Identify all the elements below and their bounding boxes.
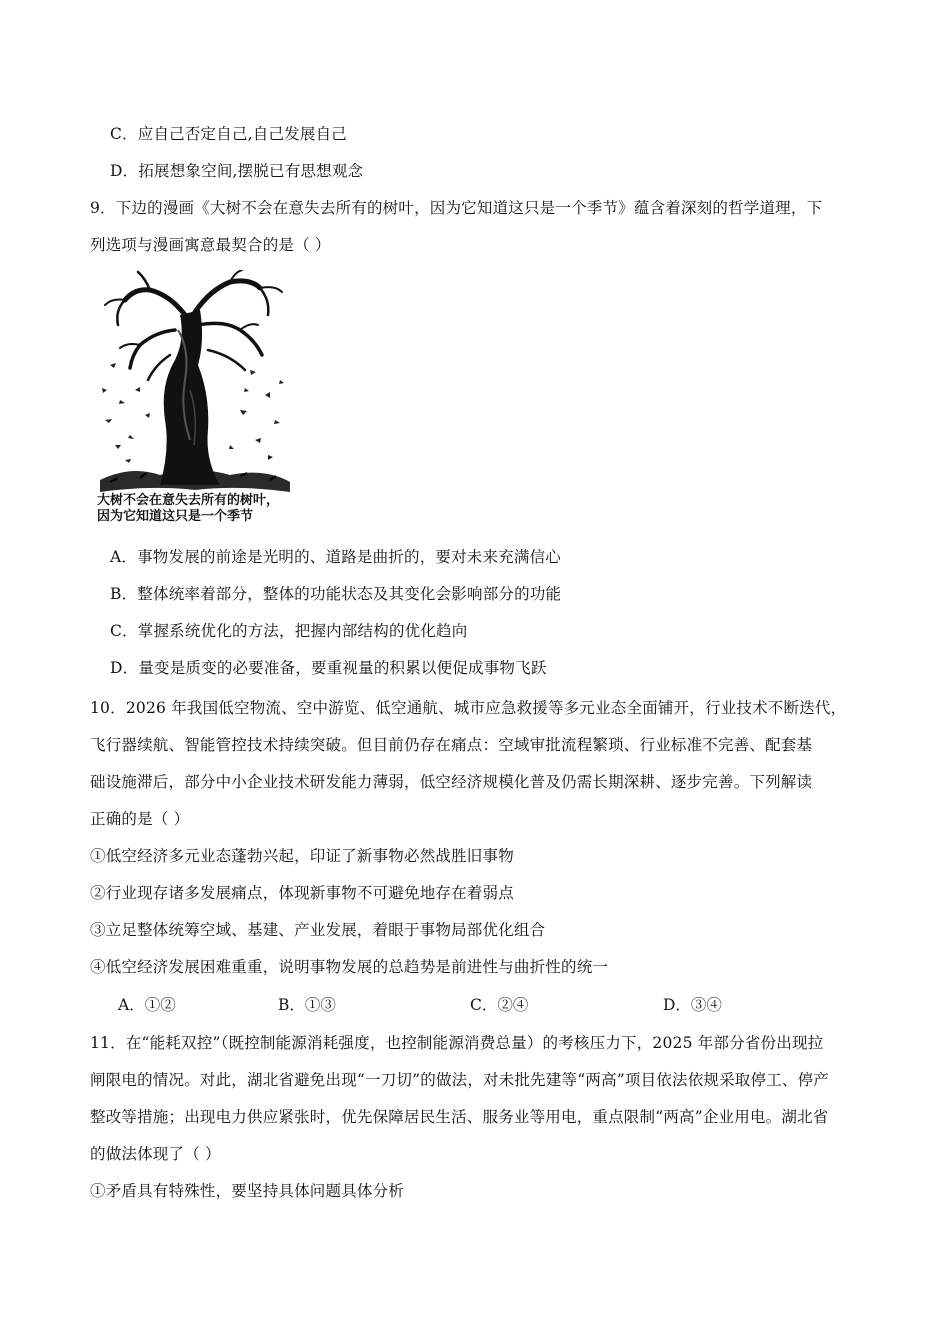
- q11-item-1: ①矛盾具有特殊性，要坚持具体问题具体分析: [90, 1182, 405, 1200]
- tree-cartoon-image: [90, 270, 300, 530]
- q9-option-b: B．整体统率着部分，整体的功能状态及其变化会影响部分的功能: [110, 585, 562, 603]
- q10-item-4: ④低空经济发展困难重重，说明事物发展的总趋势是前进性与曲折性的统一: [90, 958, 609, 976]
- cartoon-caption-line2: 因为它知道这只是一个季节: [97, 509, 254, 524]
- q10-choice-b: B．①③: [278, 996, 336, 1014]
- q10-stem-line3: 础设施滞后，部分中小企业技术研发能力薄弱，低空经济规模化普及仍需长期深耕、逐步完善。下列解读: [90, 773, 813, 791]
- cartoon-caption-line1: 大树不会在意失去所有的树叶，: [97, 493, 280, 508]
- q10-choice-a: A．①②: [118, 996, 176, 1014]
- q10-choice-c: C．②④: [470, 996, 529, 1014]
- q9-stem-line2: 列选项与漫画寓意最契合的是（ ）: [90, 236, 331, 254]
- q10-choice-d: D．③④: [663, 996, 722, 1014]
- q11-stem-line1: 11．在“能耗双控”（既控制能源消耗强度，也控制能源消费总量）的考核压力下，2025 年部分省份出现拉: [90, 1034, 824, 1052]
- q10-stem-line2: 飞行器续航、智能管控技术持续突破。但目前仍存在痛点：空域审批流程繁琐、行业标准不完善、配套基: [90, 736, 813, 754]
- q10-stem-line1: 10．2026 年我国低空物流、空中游览、低空通航、城市应急救援等多元业态全面铺开，行业技术不断迭代，: [90, 699, 847, 717]
- q9-option-a: A．事物发展的前途是光明的、道路是曲折的，要对未来充满信心: [110, 548, 561, 566]
- q9-option-c: C．掌握系统优化的方法，把握内部结构的优化趋向: [110, 622, 468, 640]
- q9-stem-line1: 9．下边的漫画《大树不会在意失去所有的树叶，因为它知道这只是一个季节》蕴含着深刻的哲学道理，下: [90, 199, 823, 217]
- q10-item-3: ③立足整体统筹空域、基建、产业发展，着眼于事物局部优化组合: [90, 921, 546, 939]
- q10-stem-line4: 正确的是（ ）: [90, 810, 190, 828]
- q10-item-1: ①低空经济多元业态蓬勃兴起，印证了新事物必然战胜旧事物: [90, 847, 514, 865]
- q9-option-d: D．量变是质变的必要准备，要重视量的积累以便促成事物飞跃: [110, 659, 547, 677]
- q11-stem-line3: 整改等措施；出现电力供应紧张时，优先保障居民生活、服务业等用电，重点限制“两高”企业用电。湖北省: [90, 1108, 829, 1126]
- q11-stem-line2: 闸限电的情况。对此，湖北省避免出现“一刀切”的做法，对未批先建等“两高”项目依法依规采取停工、停产: [90, 1071, 829, 1089]
- q8-option-c: C．应自己否定自己,自己发展自己: [110, 125, 347, 143]
- q10-item-2: ②行业现存诸多发展痛点，体现新事物不可避免地存在着弱点: [90, 884, 514, 902]
- q8-option-d: D．拓展想象空间,摆脱已有思想观念: [110, 162, 364, 180]
- q11-stem-line4: 的做法体现了（ ）: [90, 1145, 221, 1163]
